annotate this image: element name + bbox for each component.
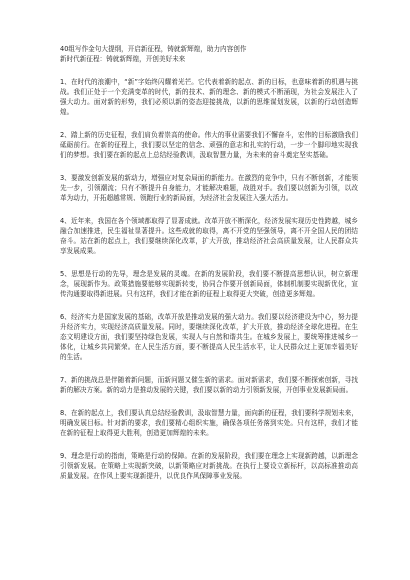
paragraph-9: 9、理念是行动的指南，策略是行动的保障。在新的发展阶段，我们要在理念上实现新跨越，以新理念引领新发展。在策略上实现新突破，以新策略应对新挑战。在执行上要设立新标杆，以高标准推动高质量发展。在作风上要实现新提升，以优良作风保障事业发展。 — [60, 452, 358, 480]
paragraph-4: 4、近年来，我国在各个领域都取得了显著成就。改革开放不断深化，经济发展实现历史性跨越，城乡融合加速推进，民生福祉显著提升。这些成就的取得，离不开党的坚强领导，离不开全国人民的团结奋斗。站在新的起点上，我们要继续深化改革，扩大开放，推动经济社会高质量发展，让人民群众共享发展成果。 — [60, 217, 358, 255]
intro-line-2: 新时代新征程：铸就新辉煌，开创美好未来 — [60, 55, 186, 63]
paragraph-3: 3、要激发创新发展的新动力，增强应对复杂局面的新能力。在激烈的竞争中，只有不断创新，才能领先一步，引领潮流；只有不断提升自身能力，才能解决难题，战胜对手。我们要以创新为引领，以改革为动力，开拓超越常规、领跑行业的新局面，为经济社会发展注入强大活力。 — [60, 174, 358, 202]
paragraph-1: 1、在时代的浪潮中，“新”字始终闪耀着光芒。它代表着新的起点、新的目标，也意味着新的机遇与挑战。我们正处于一个充满变革的时代，新的技术、新的理念、新的模式不断涌现，为社会发展注入了强大动力。面对新的形势，我们必须以新的姿态迎接挑战，以新的思维谋划发展，以新的行动创造辉煌。 — [60, 78, 358, 116]
intro-line-1: 40组写作金句大提纲，开启新征程，铸就新辉煌，助力内容创作 — [60, 45, 247, 53]
paragraph-5: 5、思想是行动的先导，理念是发展的灵魂。在新的发展阶段，我们要不断提高思想认识，树立新理念，展现新作为。政策措施要能够实现新转变，协同合作要开创新局面，体制机制要实现新优化，宣传沟通要取得新进展。只有这样，我们才能在新的征程上取得更大突破，创造更多辉煌。 — [60, 270, 358, 298]
paragraph-6: 6、经济实力是国家发展的基础，改革开放是推动发展的强大动力。我们要以经济建设为中心，努力提升经济实力，实现经济高质量发展。同时，要继续深化改革，扩大开放，推动经济全球化进程。在生态文明建设方面，我们要坚持绿色发展，实现人与自然和谐共生。在城乡发展上，要统筹推进城乡一体化，让城乡共同繁荣。在人民生活方面，要不断提高人民生活水平，让人民群众过上更加幸福美好的生活。 — [60, 313, 358, 361]
paragraph-7: 7、新的挑战总是伴随着新问题，而新问题又催生新的需求。面对新需求，我们要不断探索创新，寻找新的解决方案。新的动力是推动发展的关键，我们要以新的动力引领新发展，开创事业发展新局面。 — [60, 376, 358, 394]
paragraph-2: 2、踏上新的历史征程，我们肩负着崇高的使命。伟大的事业需要我们不懈奋斗，宏伟的目标激励我们砥砺前行。在新的征程上，我们要以坚定的信念、顽强的意志和扎实的行动，一步一个脚印地实现我们的梦想。我们要在新的起点上总结经验教训，汲取智慧力量，为未来的奋斗奠定坚实基础。 — [60, 131, 358, 159]
paragraph-8: 8、在新的起点上，我们要认真总结经验教训，汲取智慧力量，面向新的征程，我们要科学规划未来，明确发展目标。针对新的要求，我们要精心组织实施，确保各项任务落到实处。只有这样，我们才能在新的征程上取得更大胜利，创造更加辉煌的未来。 — [60, 409, 358, 437]
